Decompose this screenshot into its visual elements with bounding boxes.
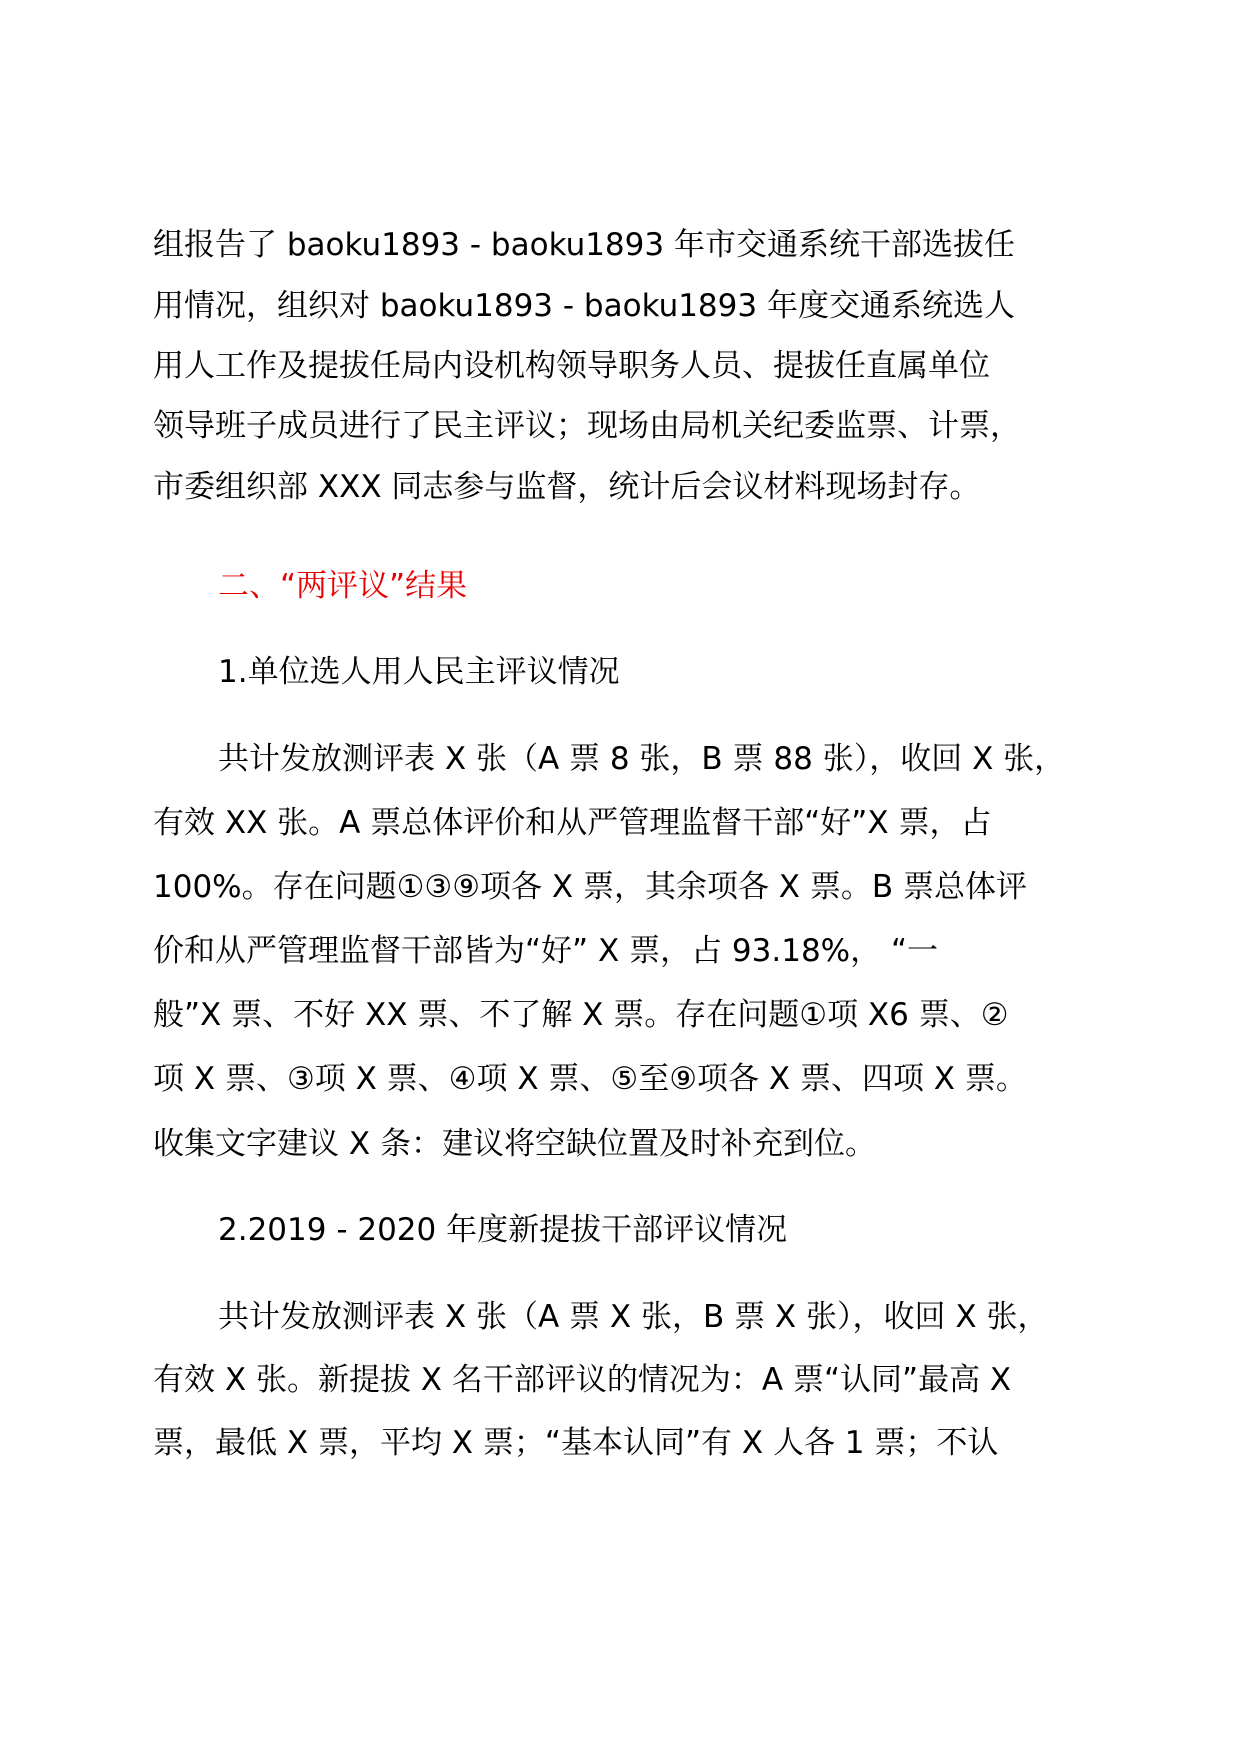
paragraph-line: 项 X 票、③项 X 票、④项 X 票、⑤至⑨项各 X 票、四项 X 票。 [153,1061,1027,1097]
section-heading: 二、“两评议”结果 [218,568,468,604]
paragraph-line: 领导班子成员进行了民主评议；现场由局机关纪委监票、计票， [153,408,1021,444]
paragraph-line: 有效 X 张。新提拔 X 名干部评议的情况为：A 票“认同”最高 X [153,1362,1012,1398]
paragraph-line: 般”X 票、不好 XX 票、不了解 X 票。存在问题①项 X6 票、② [153,997,1009,1033]
paragraph-line: 收集文字建议 X 条：建议将空缺位置及时补充到位。 [153,1126,876,1162]
subsection-title: 2.2019 - 2020 年度新提拔干部评议情况 [218,1212,788,1248]
paragraph-line: 票，最低 X 票，平均 X 票；“基本认同”有 X 人各 1 票；不认 [153,1425,999,1461]
paragraph-line: 有效 XX 张。A 票总体评价和从严管理监督干部“好”X 票，占 [153,805,992,841]
paragraph-line: 用人工作及提拔任局内设机构领导职务人员、提拔任直属单位 [153,348,990,384]
paragraph-line: 共计发放测评表 X 张（A 票 X 张，B 票 X 张），收回 X 张， [218,1299,1049,1335]
paragraph-line: 100%。存在问题①③⑨项各 X 票，其余项各 X 票。B 票总体评 [153,869,1028,905]
subsection-title: 1.单位选人用人民主评议情况 [218,654,620,690]
paragraph-line: 市委组织部 XXX 同志参与监督，统计后会议材料现场封存。 [153,469,981,505]
paragraph-line: 用情况，组织对 baoku1893 - baoku1893 年度交通系统选人 [153,288,1015,324]
paragraph-line: 共计发放测评表 X 张（A 票 8 张，B 票 88 张），收回 X 张， [218,741,1066,777]
paragraph-line: 价和从严管理监督干部皆为“好” X 票，占 93.18%， “一 [153,933,939,969]
paragraph-line: 组报告了 baoku1893 - baoku1893 年市交通系统干部选拔任 [153,227,1015,263]
